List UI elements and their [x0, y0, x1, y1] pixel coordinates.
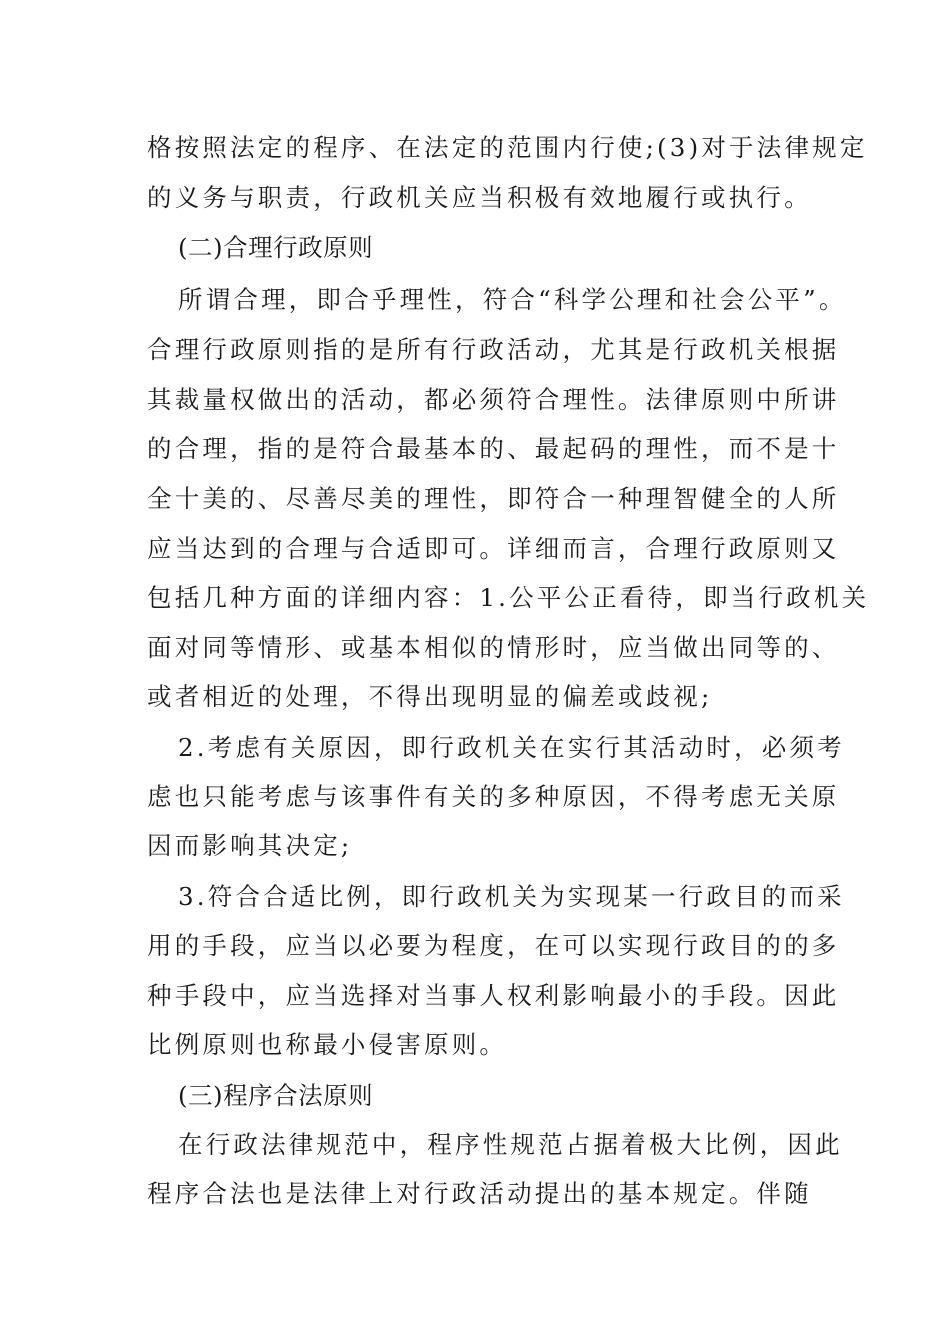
- text-line: 3.符合合适比例，即行政机关为实现某一行政目的而采: [178, 882, 845, 911]
- text-line: 虑也只能考虑与该事件有关的多种原因，不得考虑无关原: [147, 782, 840, 811]
- text-line: 面对同等情形、或基本相似的情形时，应当做出同等的、: [147, 633, 840, 662]
- text-line: 的合理，指的是符合最基本的、最起码的理性，而不是十: [147, 434, 840, 463]
- text-line: 或者相近的处理，不得出现明显的偏差或歧视;: [147, 682, 713, 711]
- text-line: 2.考虑有关原因，即行政机关在实行其活动时，必须考: [178, 733, 845, 762]
- text-line: 的义务与职责，行政机关应当积极有效地履行或执行。: [147, 183, 812, 212]
- text-line: 用的手段，应当以必要为程度，在可以实现行政目的的多: [147, 931, 840, 960]
- text-line: 合理行政原则指的是所有行政活动，尤其是行政机关根据: [147, 335, 840, 364]
- text-line: 种手段中，应当选择对当事人权利影响最小的手段。因此: [147, 981, 840, 1010]
- text-line: 因而影响其决定;: [147, 831, 353, 860]
- text-line: 所谓合理，即合乎理性，符合“科学公理和社会公平”。: [178, 285, 847, 314]
- text-line: 程序合法也是法律上对行政活动提出的基本规定。伴随: [147, 1179, 812, 1208]
- text-line: 包括几种方面的详细内容：1.公平公正看待，即当行政机关: [147, 583, 870, 612]
- text-line: 全十美的、尽善尽美的理性，即符合一种理智健全的人所: [147, 484, 840, 513]
- text-line: 比例原则也称最小侵害原则。: [147, 1030, 508, 1059]
- text-line: 在行政法律规范中，程序性规范占据着极大比例，因此: [178, 1130, 843, 1159]
- section-heading: (二)合理行政原则: [178, 233, 374, 262]
- text-line: 格按照法定的程序、在法定的范围内行使;(3)对于法律规定: [147, 133, 868, 162]
- text-line: 其裁量权做出的活动，都必须符合理性。法律原则中所讲: [147, 385, 840, 414]
- section-heading: (三)程序合法原则: [178, 1081, 374, 1110]
- text-line: 应当达到的合理与合适即可。详细而言，合理行政原则又: [147, 534, 840, 563]
